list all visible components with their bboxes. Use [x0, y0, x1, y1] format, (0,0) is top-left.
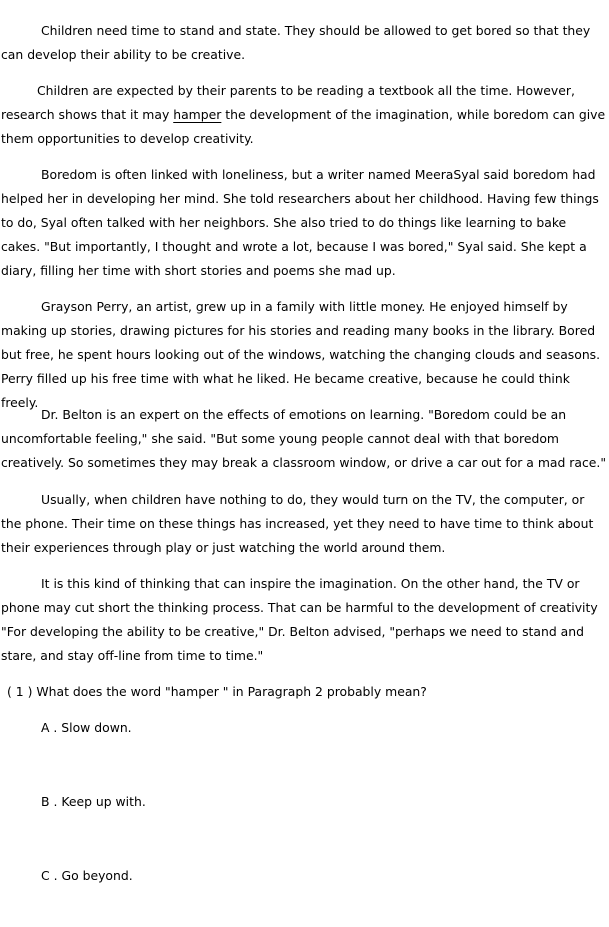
- option-a[interactable]: A . Slow down.: [41, 720, 132, 735]
- option-c[interactable]: C . Go beyond.: [41, 868, 133, 883]
- paragraph-2-text-after: the development of the imagination, while boredom can give them opportunities to develop creativity.: [1, 107, 606, 146]
- option-b[interactable]: B . Keep up with.: [41, 794, 146, 809]
- paragraph-6: Usually, when children have nothing to do, they would turn on the TV, the computer, or the phone. Their time on these things has increased, yet they need to have time to think about their experiences through play or just watching the world around them.: [1, 492, 594, 555]
- paragraph-3: Boredom is often linked with loneliness, but a writer named MeeraSyal said boredom had helped her in developing her mind. She told researchers about her childhood. Having few things to do, Syal often talked with her neighbors. She also tried to do things like learning to bake cakes. "But importantly, I thought and wrote a lot, because I was bored," Syal said. She kept a diary, filling her time with short stories and poems she mad up.: [1, 167, 599, 278]
- paragraph-2: [1, 79, 607, 151]
- paragraph-4: Grayson Perry, an artist, grew up in a family with little money. He enjoyed himself by making up stories, drawing pictures for his stories and reading many books in the library. Bored but free, he spent hours looking out of the windows, watching the changing clouds and seasons. Perry filled up his free time with what he liked. He became creative, because he could think freely.: [1, 299, 601, 410]
- underlined-word-hamper: hamper: [173, 107, 222, 122]
- paragraph-7: It is this kind of thinking that can inspire the imagination. On the other hand, the TV or phone may cut short the thinking process. That can be harmful to the development of creativity "For developing the ability to be creative," Dr. Belton advised, "perhaps we need to stand and stare, and stay off-line from time to time.": [1, 576, 598, 663]
- paragraph-2-text-before: Children are expected by their parents to be reading a textbook all the time. However, research shows that it may: [1, 83, 575, 122]
- paragraph-5: Dr. Belton is an expert on the effects of emotions on learning. "Boredom could be an uncomfortable feeling," she said. "But some young people cannot deal with that boredom creatively. So sometimes they may break a classroom window, or drive a car out for a mad race.": [1, 407, 607, 470]
- question-1: ( 1 ) What does the word "hamper " in Paragraph 2 probably mean?: [7, 684, 427, 699]
- paragraph-1: Children need time to stand and state. They should be allowed to get bored so that they can develop their ability to be creative.: [1, 23, 591, 62]
